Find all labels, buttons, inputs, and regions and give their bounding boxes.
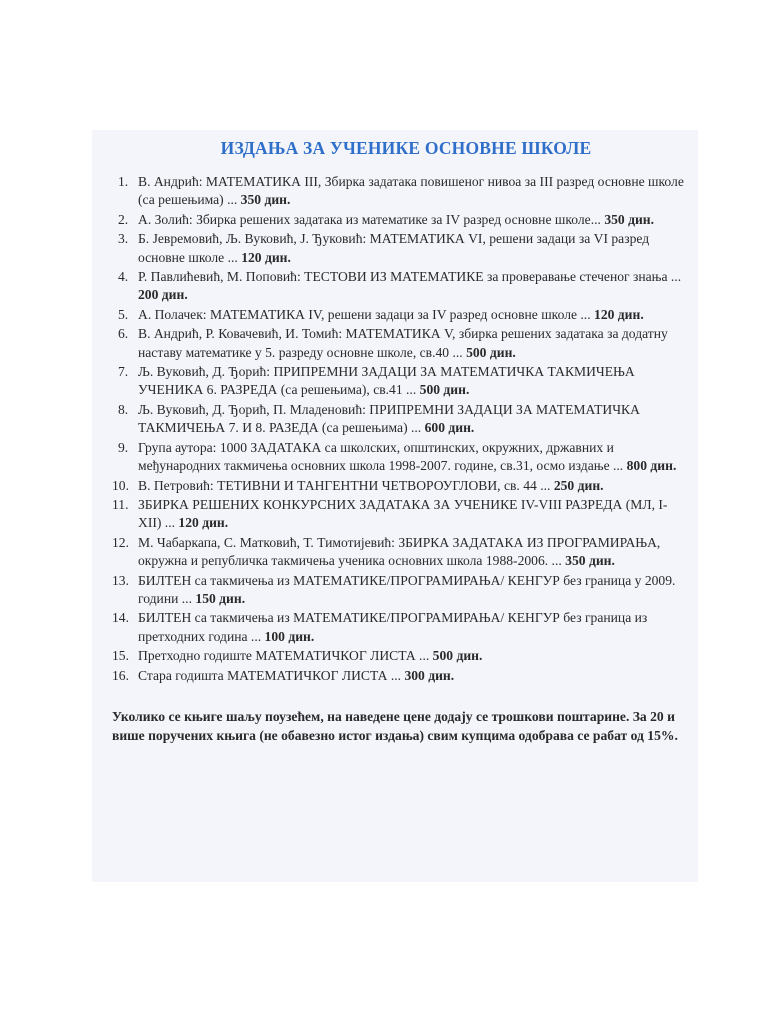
- item-text: А. Золић: Збирка решених задатака из математике за IV разред основне школе...: [138, 211, 601, 227]
- item-text: Група аутора: 1000 ЗАДАТАКА са школских, општинских, окружних, државних и међународних такмичења основних школа 1998-2007. године, св.31, осмо издање ...: [138, 439, 624, 474]
- list-item: [112, 230, 686, 267]
- list-item: [112, 173, 686, 210]
- item-number: 15.: [112, 648, 129, 664]
- item-number: 12.: [112, 534, 129, 550]
- list-item: [112, 609, 686, 646]
- list-item: [112, 211, 686, 229]
- item-number: 14.: [112, 610, 129, 626]
- list-item: [112, 477, 686, 495]
- publication-list: [112, 173, 686, 685]
- item-number: 8.: [118, 401, 129, 417]
- item-number: 6.: [118, 326, 129, 342]
- document-page: [92, 130, 698, 882]
- item-text: Стара годишта МАТЕМАТИЧКОГ ЛИСТА ...: [138, 667, 402, 683]
- item-text: В. Петровић: ТЕТИВНИ И ТАНГЕНТНИ ЧЕТВОРОУГЛОВИ, св. 44 ...: [138, 477, 551, 493]
- item-text: А. Полачек: МАТЕМАТИКА IV, решени задаци за IV разред основне школе ...: [138, 306, 591, 322]
- list-item: [112, 647, 686, 665]
- item-text: В. Андрић: МАТЕМАТИКА III, Збирка задатака повишеног нивоа за III разред основне школе (са решењима) ...: [138, 174, 684, 208]
- item-price: 500 дин.: [466, 344, 516, 360]
- item-number: 5.: [118, 306, 129, 322]
- list-item: [112, 667, 686, 685]
- item-number: 9.: [118, 439, 129, 455]
- item-price: 250 дин.: [553, 477, 604, 493]
- list-item: [112, 439, 686, 476]
- item-text: БИЛТЕН са такмичења из МАТЕМАТИКЕ/ПРОГРАМИРАЊА/ КЕНГУР без граница у 2009. години ...: [138, 572, 676, 606]
- item-price: 100 дин.: [264, 628, 315, 644]
- item-text: ЗБИРКА РЕШЕНИХ КОНКУРСНИХ ЗАДАТАКА ЗА УЧЕНИКЕ IV-VIII РАЗРЕДА (МЛ, I-XII) ...: [138, 496, 668, 531]
- list-item: [112, 363, 686, 400]
- item-number: 3.: [118, 231, 129, 247]
- item-price: 500 дин.: [419, 382, 470, 398]
- item-price: 150 дин.: [195, 590, 246, 606]
- page-title: ИЗДАЊА ЗА УЧЕНИКЕ ОСНОВНЕ ШКОЛЕ: [220, 138, 592, 158]
- item-text: В. Андрић, Р. Ковачевић, И. Томић: МАТЕМАТИКА V, збирка решених задатака за додатну наставу математике у 5. разреду основне школе, св.40 ...: [138, 326, 668, 360]
- shipping-note: Уколико се књиге шаљу поузећем, на наведене цене додају се трошкови поштарине. За 20 и више поручених књига (не обавезно истог издања) свим купцима одобрава се рабат од 15%.: [112, 708, 678, 744]
- item-text: Р. Павлићевић, М. Поповић: ТЕСТОВИ ИЗ МАТЕМАТИКЕ за проверавање стеченог знања ...: [138, 269, 682, 285]
- item-text: БИЛТЕН са такмичења из МАТЕМАТИКЕ/ПРОГРАМИРАЊА/ КЕНГУР без граница из претходних година ...: [138, 610, 648, 644]
- list-item: [112, 325, 686, 362]
- item-number: 7.: [118, 364, 129, 380]
- list-item: [112, 496, 686, 533]
- item-text: М. Чабаркапа, С. Матковић, Т. Тимотијевић: ЗБИРКА ЗАДАТАКА ИЗ ПРОГРАМИРАЊА, окружна и републичка такмичења ученика основних школа 1988-2006. ...: [138, 534, 661, 569]
- list-item: [112, 306, 686, 324]
- item-number: 13.: [112, 572, 129, 588]
- item-price: 200 дин.: [138, 287, 188, 303]
- item-price: 350 дин.: [240, 192, 291, 208]
- item-price: 120 дин.: [594, 306, 644, 322]
- item-number: 10.: [112, 477, 129, 493]
- list-item: [112, 268, 686, 305]
- item-price: 800 дин.: [626, 458, 677, 474]
- item-number: 2.: [118, 211, 129, 227]
- item-number: 4.: [118, 269, 129, 285]
- item-price: 300 дин.: [404, 667, 455, 683]
- item-text: Б. Јевремовић, Љ. Вуковић, Ј. Ђуковић: МАТЕМАТИКА VI, решени задаци за VI разред основне школе ...: [138, 231, 650, 265]
- item-number: 16.: [112, 667, 129, 683]
- list-item: [112, 572, 686, 609]
- item-price: 120 дин.: [178, 515, 229, 531]
- item-text: Љ. Вуковић, Д. Ђорић: ПРИПРЕМНИ ЗАДАЦИ ЗА МАТЕМАТИЧКА ТАКМИЧЕЊА УЧЕНИКА 6. РАЗРЕДА (са решењима), св.41 ...: [138, 364, 635, 398]
- item-text: Љ. Вуковић, Д. Ђорић, П. Младеновић: ПРИПРЕМНИ ЗАДАЦИ ЗА МАТЕМАТИЧКА ТАКМИЧЕЊА 7. И 8. РАЗЕДА (са решењима) ...: [138, 401, 640, 436]
- item-price: 350 дин.: [565, 553, 615, 569]
- list-item: [112, 401, 686, 438]
- item-text: Претходно годиште МАТЕМАТИЧКОГ ЛИСТА ...: [138, 648, 430, 664]
- item-price: 500 дин.: [432, 648, 483, 664]
- item-price: 350 дин.: [604, 211, 655, 227]
- list-item: [112, 534, 686, 571]
- item-number: 1.: [118, 174, 129, 189]
- item-price: 120 дин.: [241, 249, 291, 265]
- item-number: 11.: [112, 496, 129, 512]
- item-price: 600 дин.: [424, 420, 475, 436]
